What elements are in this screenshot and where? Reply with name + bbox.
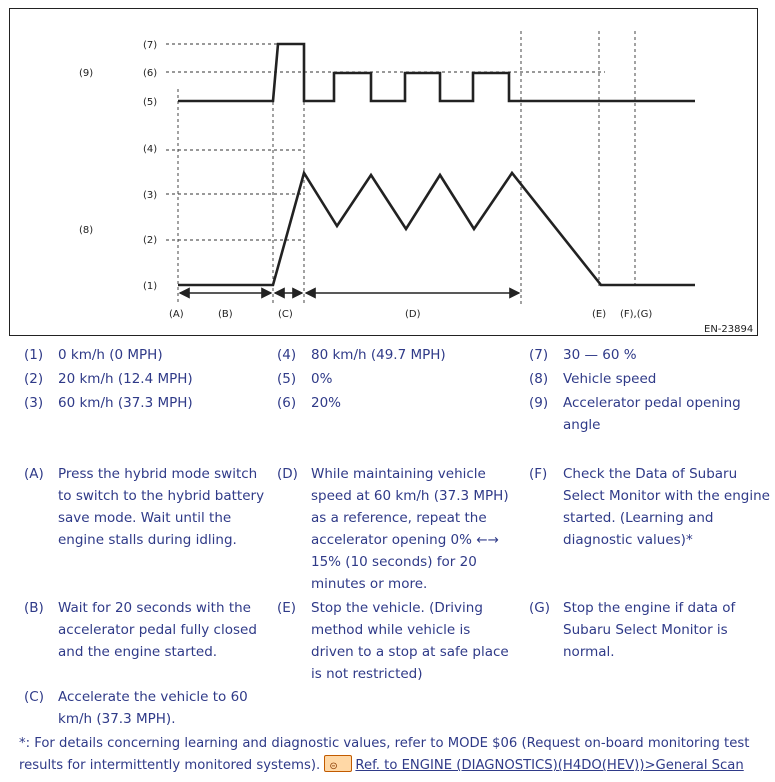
step-item	[277, 463, 522, 597]
legend-item	[529, 368, 769, 390]
timing-diagram-svg	[10, 9, 759, 337]
legend-item	[24, 392, 254, 414]
legend-key: (9)	[529, 395, 549, 411]
footnote	[19, 733, 769, 777]
step-text: Check the Data of Subaru Select Monitor with the engine started. (Learning and diagnostic values)*	[563, 466, 770, 548]
step-item	[24, 597, 269, 667]
reference-link-icon: ⊝	[324, 755, 352, 772]
level-label-6: (6)	[143, 68, 158, 79]
level-label-1: (1)	[143, 281, 158, 292]
step-key: (C)	[24, 689, 44, 705]
legend-item	[277, 344, 517, 366]
legend-text: 80 km/h (49.7 MPH)	[311, 347, 446, 363]
step-text: Stop the vehicle. (Driving method while vehicle is driven to a stop at safe place is not restricted)	[311, 600, 509, 682]
legend-item	[529, 392, 769, 436]
accelerator-pedal-curve	[178, 44, 695, 101]
legend-key: (7)	[529, 347, 549, 363]
step-item	[529, 463, 773, 553]
legend-key: (6)	[277, 395, 297, 411]
figure-id-label: EN-23894	[704, 324, 754, 335]
phase-label-b: (B)	[218, 309, 233, 320]
step-text: Stop the engine if data of Subaru Select Monitor is normal.	[563, 600, 736, 660]
step-item	[277, 597, 522, 687]
reference-link-text[interactable]: Ref. to ENGINE (DIAGNOSTICS)(H4DO(HEV))>General Scan	[355, 758, 744, 773]
legend-item	[529, 344, 769, 366]
phase-label-e: (E)	[592, 309, 607, 320]
level-label-3: (3)	[143, 190, 158, 201]
level-label-5: (5)	[143, 97, 158, 108]
reference-link[interactable]	[324, 758, 743, 773]
legend-text: 60 km/h (37.3 MPH)	[58, 395, 193, 411]
diagram-figure	[9, 8, 758, 336]
legend-item	[277, 392, 517, 414]
legend-key: (1)	[24, 347, 44, 363]
legend-text: Accelerator pedal opening angle	[563, 395, 741, 433]
level-label-7: (7)	[143, 40, 158, 51]
step-text: While maintaining vehicle speed at 60 km/h (37.3 MPH) as a reference, repeat the accelerator opening 0% ←→ 15% (10 seconds) for 20 minutes or more.	[311, 466, 509, 592]
step-item	[24, 463, 269, 553]
step-key: (A)	[24, 466, 44, 482]
step-key: (G)	[529, 600, 550, 616]
step-key: (D)	[277, 466, 298, 482]
legend-text: 30 — 60 %	[563, 347, 637, 363]
legend-key: (2)	[24, 371, 44, 387]
legend-text: 20%	[311, 395, 342, 411]
legend-key: (3)	[24, 395, 44, 411]
phase-label-fg: (F),(G)	[620, 309, 653, 320]
step-text: Wait for 20 seconds with the accelerator pedal fully closed and the engine started.	[58, 600, 257, 660]
legend-item	[24, 368, 254, 390]
legend-key: (4)	[277, 347, 297, 363]
step-key: (F)	[529, 466, 548, 482]
step-item	[529, 597, 773, 667]
phase-label-a: (A)	[169, 309, 184, 320]
step-text: Press the hybrid mode switch to switch to the hybrid battery save mode. Wait until the engine stalls during idling.	[58, 466, 265, 548]
legend-item	[24, 344, 254, 366]
legend-text: 0 km/h (0 MPH)	[58, 347, 163, 363]
phase-label-d: (D)	[405, 309, 421, 320]
level-label-4: (4)	[143, 144, 158, 155]
legend-key: (8)	[529, 371, 549, 387]
legend-text: 0%	[311, 371, 333, 387]
group-label-8: (8)	[79, 225, 94, 236]
dashed-guides	[166, 31, 635, 304]
group-label-9: (9)	[79, 68, 94, 79]
legend-text: 20 km/h (12.4 MPH)	[58, 371, 193, 387]
footnote-text: *: For details concerning learning and diagnostic values, refer to MODE $06 (Request on-board monitoring test results for intermittently monitored systems).	[19, 736, 750, 773]
step-key: (E)	[277, 600, 297, 616]
legend-item	[277, 368, 517, 390]
phase-label-c: (C)	[278, 309, 293, 320]
step-text: Accelerate the vehicle to 60 km/h (37.3 MPH).	[58, 689, 248, 727]
legend-text: Vehicle speed	[563, 371, 657, 387]
legend-key: (5)	[277, 371, 297, 387]
level-label-2: (2)	[143, 235, 158, 246]
vehicle-speed-curve	[178, 173, 695, 285]
step-item	[24, 686, 269, 732]
step-key: (B)	[24, 600, 44, 616]
